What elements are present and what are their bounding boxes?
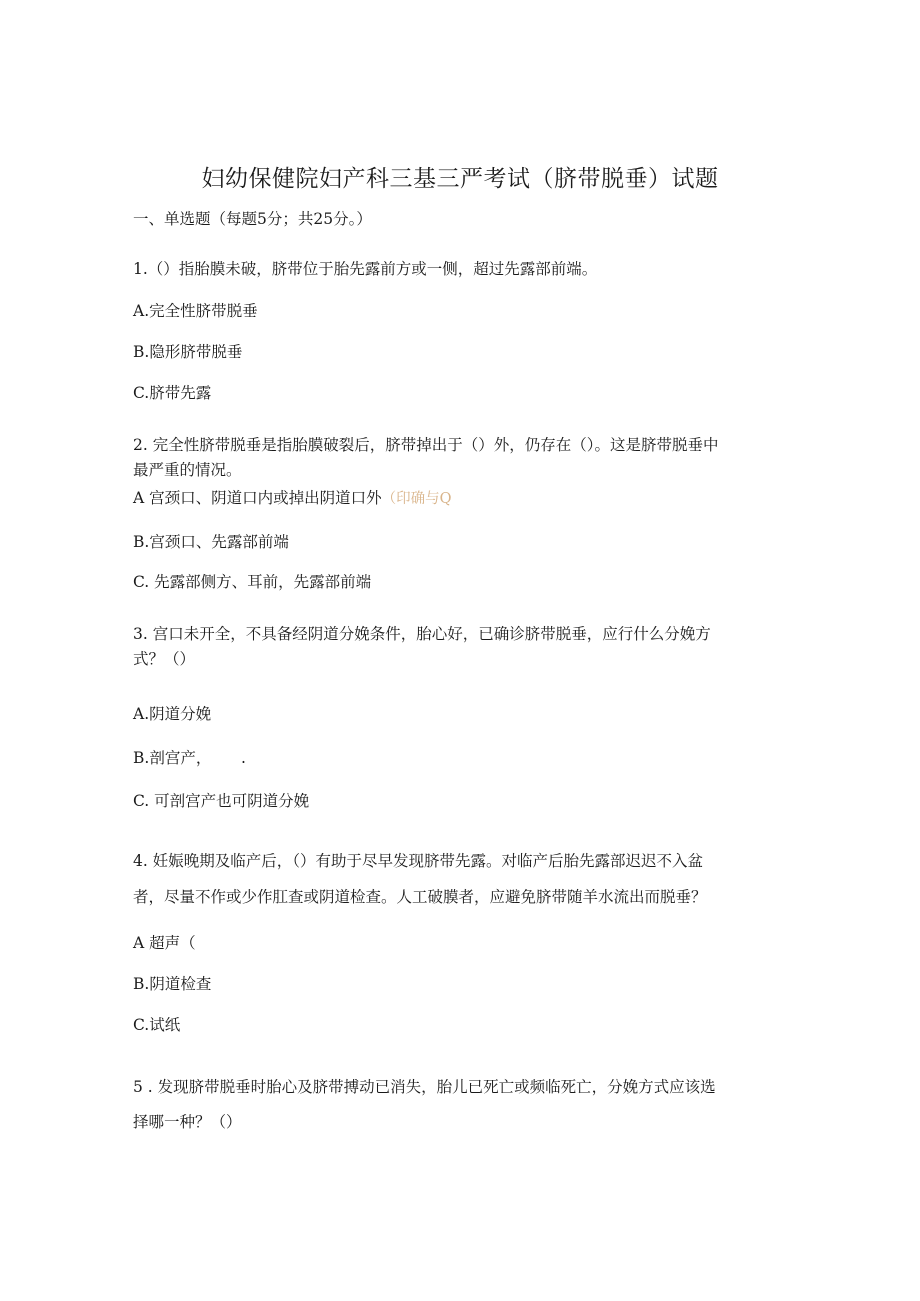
question-1-option-a: A.完全性脐带脱垂 (133, 302, 258, 320)
question-4-stem-line-1: 4. 妊娠晚期及临产后，（）有助于尽早发现脐带先露。对临产后胎先露部迟迟不入盆 (133, 852, 703, 870)
question-2-option-b: B.宫颈口、先露部前端 (133, 533, 289, 551)
question-3-stem-line-2: 式？（） (133, 650, 196, 668)
question-2-stem-line-2: 最严重的情况。 (133, 461, 242, 479)
question-2-option-a-text: A 宫颈口、阴道口内或掉出阴道口外 (133, 489, 382, 507)
question-4-option-c: C.试纸 (133, 1016, 181, 1034)
question-5-stem-line-2: 择哪一种？（） (133, 1113, 242, 1131)
question-4-stem-line-2: 者，尽量不作或少作肛查或阴道检查。人工破膜者，应避免脐带随羊水流出而脱垂？ (133, 888, 707, 906)
question-2-option-a (133, 487, 452, 510)
question-2-option-c: C. 先露部侧方、耳前，先露部前端 (133, 573, 372, 591)
page-title: 妇幼保健院妇产科三基三严考试（脐带脱垂）试题 (201, 166, 719, 192)
question-2-stem-line-1: 2. 完全性脐带脱垂是指胎膜破裂后，脐带掉出于（）外，仍存在（）。这是脐带脱垂中 (133, 436, 719, 454)
question-1-option-c: C.脐带先露 (133, 384, 212, 402)
question-1-option-b: B.隐形脐带脱垂 (133, 343, 243, 361)
question-5-stem-line-1: 5 . 发现脐带脱垂时胎心及脐带搏动已消失，胎儿已死亡或频临死亡，分娩方式应该选 (133, 1078, 716, 1096)
question-3-option-c: C. 可剖宫产也可阴道分娩 (133, 792, 310, 810)
question-1-stem: 1.（）指胎膜未破，脐带位于胎先露前方或一侧，超过先露部前端。 (133, 260, 598, 278)
stray-dot-mark: . (241, 749, 246, 767)
question-3-option-a: A.阴道分娩 (133, 705, 212, 723)
question-4-option-a: A 超声（ (133, 934, 196, 952)
question-4-option-b: B.阴道检查 (133, 975, 212, 993)
question-3-option-b: B.剖宫产， (133, 749, 212, 767)
section-heading: 一、单选题（每题5分；共25分。） (133, 210, 372, 228)
stamp-residue-text: （印确与Q (381, 491, 452, 507)
question-3-stem-line-1: 3. 宫口未开全，不具备经阴道分娩条件，胎心好，已确诊脐带脱垂，应行什么分娩方 (133, 625, 711, 643)
